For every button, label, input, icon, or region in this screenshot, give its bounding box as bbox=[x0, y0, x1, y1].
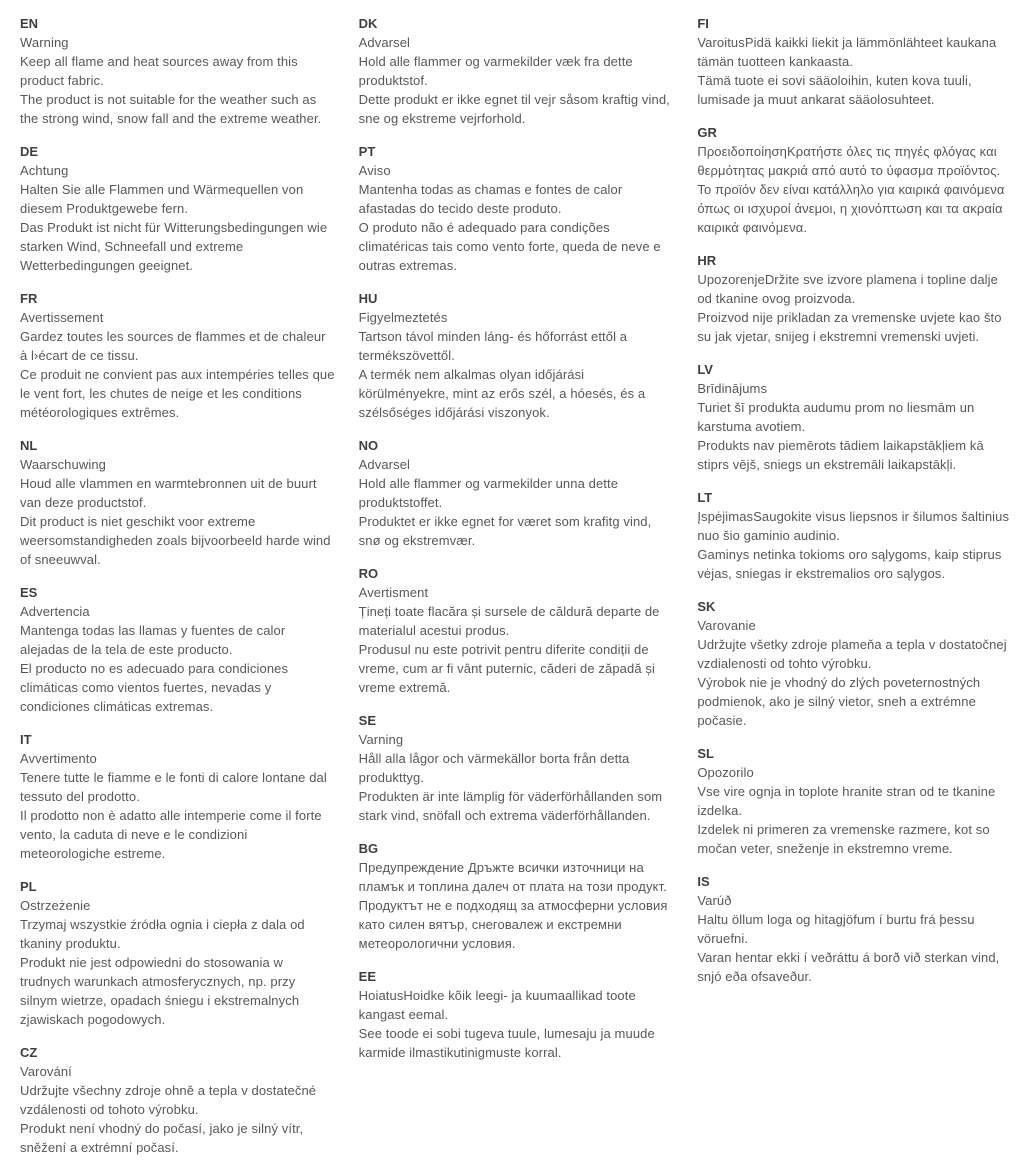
warning-paragraph: Gardez toutes les sources de flammes et de chaleur à l›écart de ce tissu. bbox=[20, 329, 326, 363]
warning-paragraph: Udržujte všetky zdroje plameňa a tepla v dostatočnej vzdialenosti od tohto výrobku. bbox=[697, 637, 1007, 671]
warning-paragraph: Turiet šī produkta audumu prom no liesmām un karstuma avotiem. bbox=[697, 400, 975, 434]
language-code-label: PL bbox=[20, 879, 37, 894]
warning-paragraph: Halten Sie alle Flammen und Wärmequellen von diesem Produktgewebe fern. bbox=[20, 182, 304, 216]
language-section-lt bbox=[697, 488, 1012, 583]
language-section-nl bbox=[20, 436, 335, 569]
warning-paragraph: See toode ei sobi tugeva tuule, lumesaju ja muude karmide ilmastikutinigmuste korral. bbox=[358, 1026, 655, 1060]
language-section-es bbox=[20, 583, 335, 716]
text-column-2 bbox=[359, 14, 674, 1171]
language-section-dk bbox=[359, 14, 674, 128]
warning-paragraph: Aviso bbox=[358, 163, 391, 178]
language-section-it bbox=[20, 730, 335, 863]
warning-paragraph: Предупреждение Дръжте всички източници на пламък и топлина далеч от плата на този продукт. bbox=[358, 860, 667, 894]
warning-paragraph: Produkten är inte lämplig för väderförhållanden som stark vind, snöfall och extrema väderförhållanden. bbox=[358, 789, 663, 823]
language-code-label: PT bbox=[358, 144, 376, 159]
language-section-bg bbox=[359, 839, 674, 953]
language-code-label: FR bbox=[20, 291, 38, 306]
warning-paragraph: Produktet er ikke egnet for været som krafitg vind, snø og ekstremvær. bbox=[358, 514, 652, 548]
warning-paragraph: Waarschuwing bbox=[20, 457, 106, 472]
language-code-label: HU bbox=[358, 291, 378, 306]
warning-paragraph: Houd alle vlammen en warmtebronnen uit de buurt van deze productstof. bbox=[20, 476, 317, 510]
language-section-se bbox=[359, 711, 674, 825]
warning-paragraph: A termék nem alkalmas olyan időjárási körülményekre, mint az erős szél, a hóesés, és a szélsőséges időjárási viszonyok. bbox=[358, 367, 646, 420]
warning-paragraph: Țineți toate flacăra și sursele de căldură departe de materialul acestui produs. bbox=[358, 604, 660, 638]
warning-paragraph: Ostrzeżenie bbox=[20, 898, 91, 913]
text-column-1 bbox=[20, 14, 335, 1171]
language-code-label: SL bbox=[697, 746, 714, 761]
warning-paragraph: Varúð bbox=[697, 893, 732, 908]
language-section-ro bbox=[359, 564, 674, 697]
language-section-lv bbox=[697, 360, 1012, 474]
language-section-cz bbox=[20, 1043, 335, 1157]
warning-paragraph: Avertissement bbox=[20, 310, 104, 325]
language-code-label: RO bbox=[358, 566, 379, 581]
language-code-label: DE bbox=[20, 144, 39, 159]
language-section-sl bbox=[697, 744, 1012, 858]
language-code-label: EN bbox=[20, 16, 39, 31]
warning-paragraph: Produkt nie jest odpowiedni do stosowania w trudnych warunkach atmosferycznych, np. przy silnym wietrze, opadach śniegu i ekstremalnych zjawiskach pogodowych. bbox=[20, 955, 300, 1027]
warning-paragraph: Výrobok nie je vhodný do zlých poveternostných podmienok, ako je silný vietor, sneh a extrémne počasie. bbox=[697, 675, 981, 728]
warning-paragraph: Tämä tuote ei sovi sääoloihin, kuten kova tuuli, lumisade ja muut ankarat sääolosuhteet. bbox=[697, 73, 972, 107]
language-code-label: BG bbox=[358, 841, 379, 856]
language-section-fi bbox=[697, 14, 1012, 109]
warning-paragraph: ĮspėjimasSaugokite visus liepsnos ir šilumos šaltinius nuo šio gaminio audinio. bbox=[697, 509, 1010, 543]
language-code-label: NL bbox=[20, 438, 38, 453]
language-section-is bbox=[697, 872, 1012, 986]
warning-paragraph: Produsul nu este potrivit pentru diferite condiții de vreme, cum ar fi vânt puternic, căderi de zăpadă și vreme extremă. bbox=[358, 642, 655, 695]
warning-paragraph: Trzymaj wszystkie źródła ognia i ciepła z dala od tkaniny produktu. bbox=[20, 917, 305, 951]
language-section-pl bbox=[20, 877, 335, 1029]
language-section-fr bbox=[20, 289, 335, 422]
warning-paragraph: Hold alle flammer og varmekilder væk fra dette produktstof. bbox=[358, 54, 633, 88]
warning-paragraph: Varning bbox=[358, 732, 404, 747]
warning-paragraph: Avvertimento bbox=[20, 751, 97, 766]
warning-paragraph: ΠροειδοποίησηΚρατήστε όλες τις πηγές φλόγας και θερμότητας μακριά από αυτό το ύφασμα προϊόντος. bbox=[697, 144, 1001, 178]
language-code-label: LT bbox=[697, 490, 713, 505]
warning-paragraph: Håll alla lågor och värmekällor borta från detta produkttyg. bbox=[358, 751, 630, 785]
warning-paragraph: Gaminys netinka tokioms oro sąlygoms, kaip stiprus vėjas, sniegas ir ekstremalios oro sąlygos. bbox=[697, 547, 1002, 581]
language-section-hu bbox=[359, 289, 674, 422]
language-code-label: GR bbox=[697, 125, 717, 140]
warning-paragraph: Tenere tutte le fiamme e le fonti di calore lontane dal tessuto del prodotto. bbox=[20, 770, 327, 804]
language-section-no bbox=[359, 436, 674, 550]
language-section-de bbox=[20, 142, 335, 275]
warning-paragraph: Varovanie bbox=[697, 618, 756, 633]
warning-paragraph: Advarsel bbox=[358, 35, 411, 50]
warning-paragraph: Warning bbox=[20, 35, 69, 50]
warning-paragraph: Il prodotto non è adatto alle intemperie come il forte vento, la caduta di neve e le condizioni meteorologiche estreme. bbox=[20, 808, 322, 861]
language-code-label: FI bbox=[697, 16, 709, 31]
language-section-ee bbox=[359, 967, 674, 1062]
warning-paragraph: Varování bbox=[20, 1064, 72, 1079]
language-code-label: HR bbox=[697, 253, 717, 268]
language-section-en bbox=[20, 14, 335, 128]
language-code-label: EE bbox=[358, 969, 376, 984]
warning-paragraph: Avertisment bbox=[358, 585, 429, 600]
warning-paragraph: Izdelek ni primeren za vremenske razmere, kot so močan veter, sneženje in ekstremno vreme. bbox=[697, 822, 990, 856]
warning-paragraph: Achtung bbox=[20, 163, 69, 178]
warning-paragraph: HoiatusHoidke kõik leegi- ja kuumaallikad toote kangast eemal. bbox=[358, 988, 636, 1022]
warning-paragraph: Udržujte všechny zdroje ohně a tepla v dostatečné vzdálenosti od tohoto výrobku. bbox=[20, 1083, 317, 1117]
warning-paragraph: Haltu öllum loga og hitagjöfum í burtu frá þessu vöruefni. bbox=[697, 912, 975, 946]
warning-paragraph: UpozorenjeDržite sve izvore plamena i topline dalje od tkanine ovog proizvoda. bbox=[697, 272, 998, 306]
warning-paragraph: Figyelmeztetés bbox=[358, 310, 448, 325]
language-section-sk bbox=[697, 597, 1012, 730]
warning-paragraph: Produkt není vhodný do počasí, jako je silný vítr, sněžení a extrémní počasí. bbox=[20, 1121, 304, 1155]
language-code-label: LV bbox=[697, 362, 713, 377]
language-code-label: DK bbox=[358, 16, 378, 31]
warning-paragraph: VaroitusPidä kaikki liekit ja lämmönlähteet kaukana tämän tuotteen kankaasta. bbox=[697, 35, 997, 69]
language-code-label: IT bbox=[20, 732, 32, 747]
warning-paragraph: Advertencia bbox=[20, 604, 90, 619]
language-section-hr bbox=[697, 251, 1012, 346]
warning-paragraph: Mantenga todas las llamas y fuentes de calor alejadas de la tela de este producto. bbox=[20, 623, 286, 657]
language-section-gr bbox=[697, 123, 1012, 237]
language-code-label: ES bbox=[20, 585, 38, 600]
warning-paragraph: Mantenha todas as chamas e fontes de calor afastadas do tecido deste produto. bbox=[358, 182, 623, 216]
language-code-label: IS bbox=[697, 874, 710, 889]
warning-paragraph: Das Produkt ist nicht für Witterungsbedingungen wie starken Wind, Schneefall und extreme Wetterbedingungen geeignet. bbox=[20, 220, 328, 273]
warning-paragraph: Dit product is niet geschikt voor extreme weersomstandigheden zoals bijvoorbeeld harde wind of sneeuwval. bbox=[20, 514, 331, 567]
warning-paragraph: O produto não é adequado para condições climatéricas tais como vento forte, queda de neve e outras extremas. bbox=[358, 220, 661, 273]
warning-paragraph: Продуктът не е подходящ за атмосферни условия като силен вятър, снеговалеж и екстремни метеорологични условия. bbox=[358, 898, 668, 951]
language-code-label: CZ bbox=[20, 1045, 38, 1060]
warning-paragraph: Produkts nav piemērots tādiem laikapstākļiem kā stiprs vējš, sniegs un ekstremāli laikapstākļi. bbox=[697, 438, 984, 472]
warning-paragraph: Dette produkt er ikke egnet til vejr såsom kraftig vind, sne og ekstreme vejrforhold. bbox=[358, 92, 670, 126]
warning-paragraph: Keep all flame and heat sources away from this product fabric. bbox=[20, 54, 298, 88]
warning-paragraph: Tartson távol minden láng- és hőforrást ettől a termékszövettől. bbox=[358, 329, 628, 363]
text-column-3 bbox=[697, 14, 1012, 1171]
warning-paragraph: Advarsel bbox=[358, 457, 411, 472]
warning-paragraph: Opozorilo bbox=[697, 765, 754, 780]
warning-paragraph: Vse vire ognja in toplote hranite stran od te tkanine izdelka. bbox=[697, 784, 996, 818]
warning-paragraph: El producto no es adecuado para condiciones climáticas como vientos fuertes, nevadas y condiciones climáticas extremas. bbox=[20, 661, 289, 714]
warning-paragraph: Varan hentar ekki í veðráttu á borð við sterkan vind, snjó eða ofsaveður. bbox=[697, 950, 1000, 984]
warning-paragraph: Hold alle flammer og varmekilder unna dette produktstoffet. bbox=[358, 476, 619, 510]
language-code-label: NO bbox=[358, 438, 379, 453]
warning-paragraph: Το προϊόν δεν είναι κατάλληλο για καιρικά φαινόμενα όπως οι ισχυροί άνεμοι, η χιονόπτωση και τα ακραία καιρικά φαινόμενα. bbox=[697, 182, 1005, 235]
language-code-label: SK bbox=[697, 599, 716, 614]
warning-paragraph: The product is not suitable for the weather such as the strong wind, snow fall and the extreme weather. bbox=[20, 92, 322, 126]
warning-paragraph: Ce produit ne convient pas aux intempéries telles que le vent fort, les chutes de neige et les conditions météorologiques extrêmes. bbox=[20, 367, 335, 420]
language-code-label: SE bbox=[358, 713, 376, 728]
warning-paragraph: Brīdinājums bbox=[697, 381, 768, 396]
language-section-pt bbox=[359, 142, 674, 275]
warning-paragraph: Proizvod nije prikladan za vremenske uvjete kao što su jak vjetar, snijeg i ekstremni vremenski uvjeti. bbox=[697, 310, 1002, 344]
